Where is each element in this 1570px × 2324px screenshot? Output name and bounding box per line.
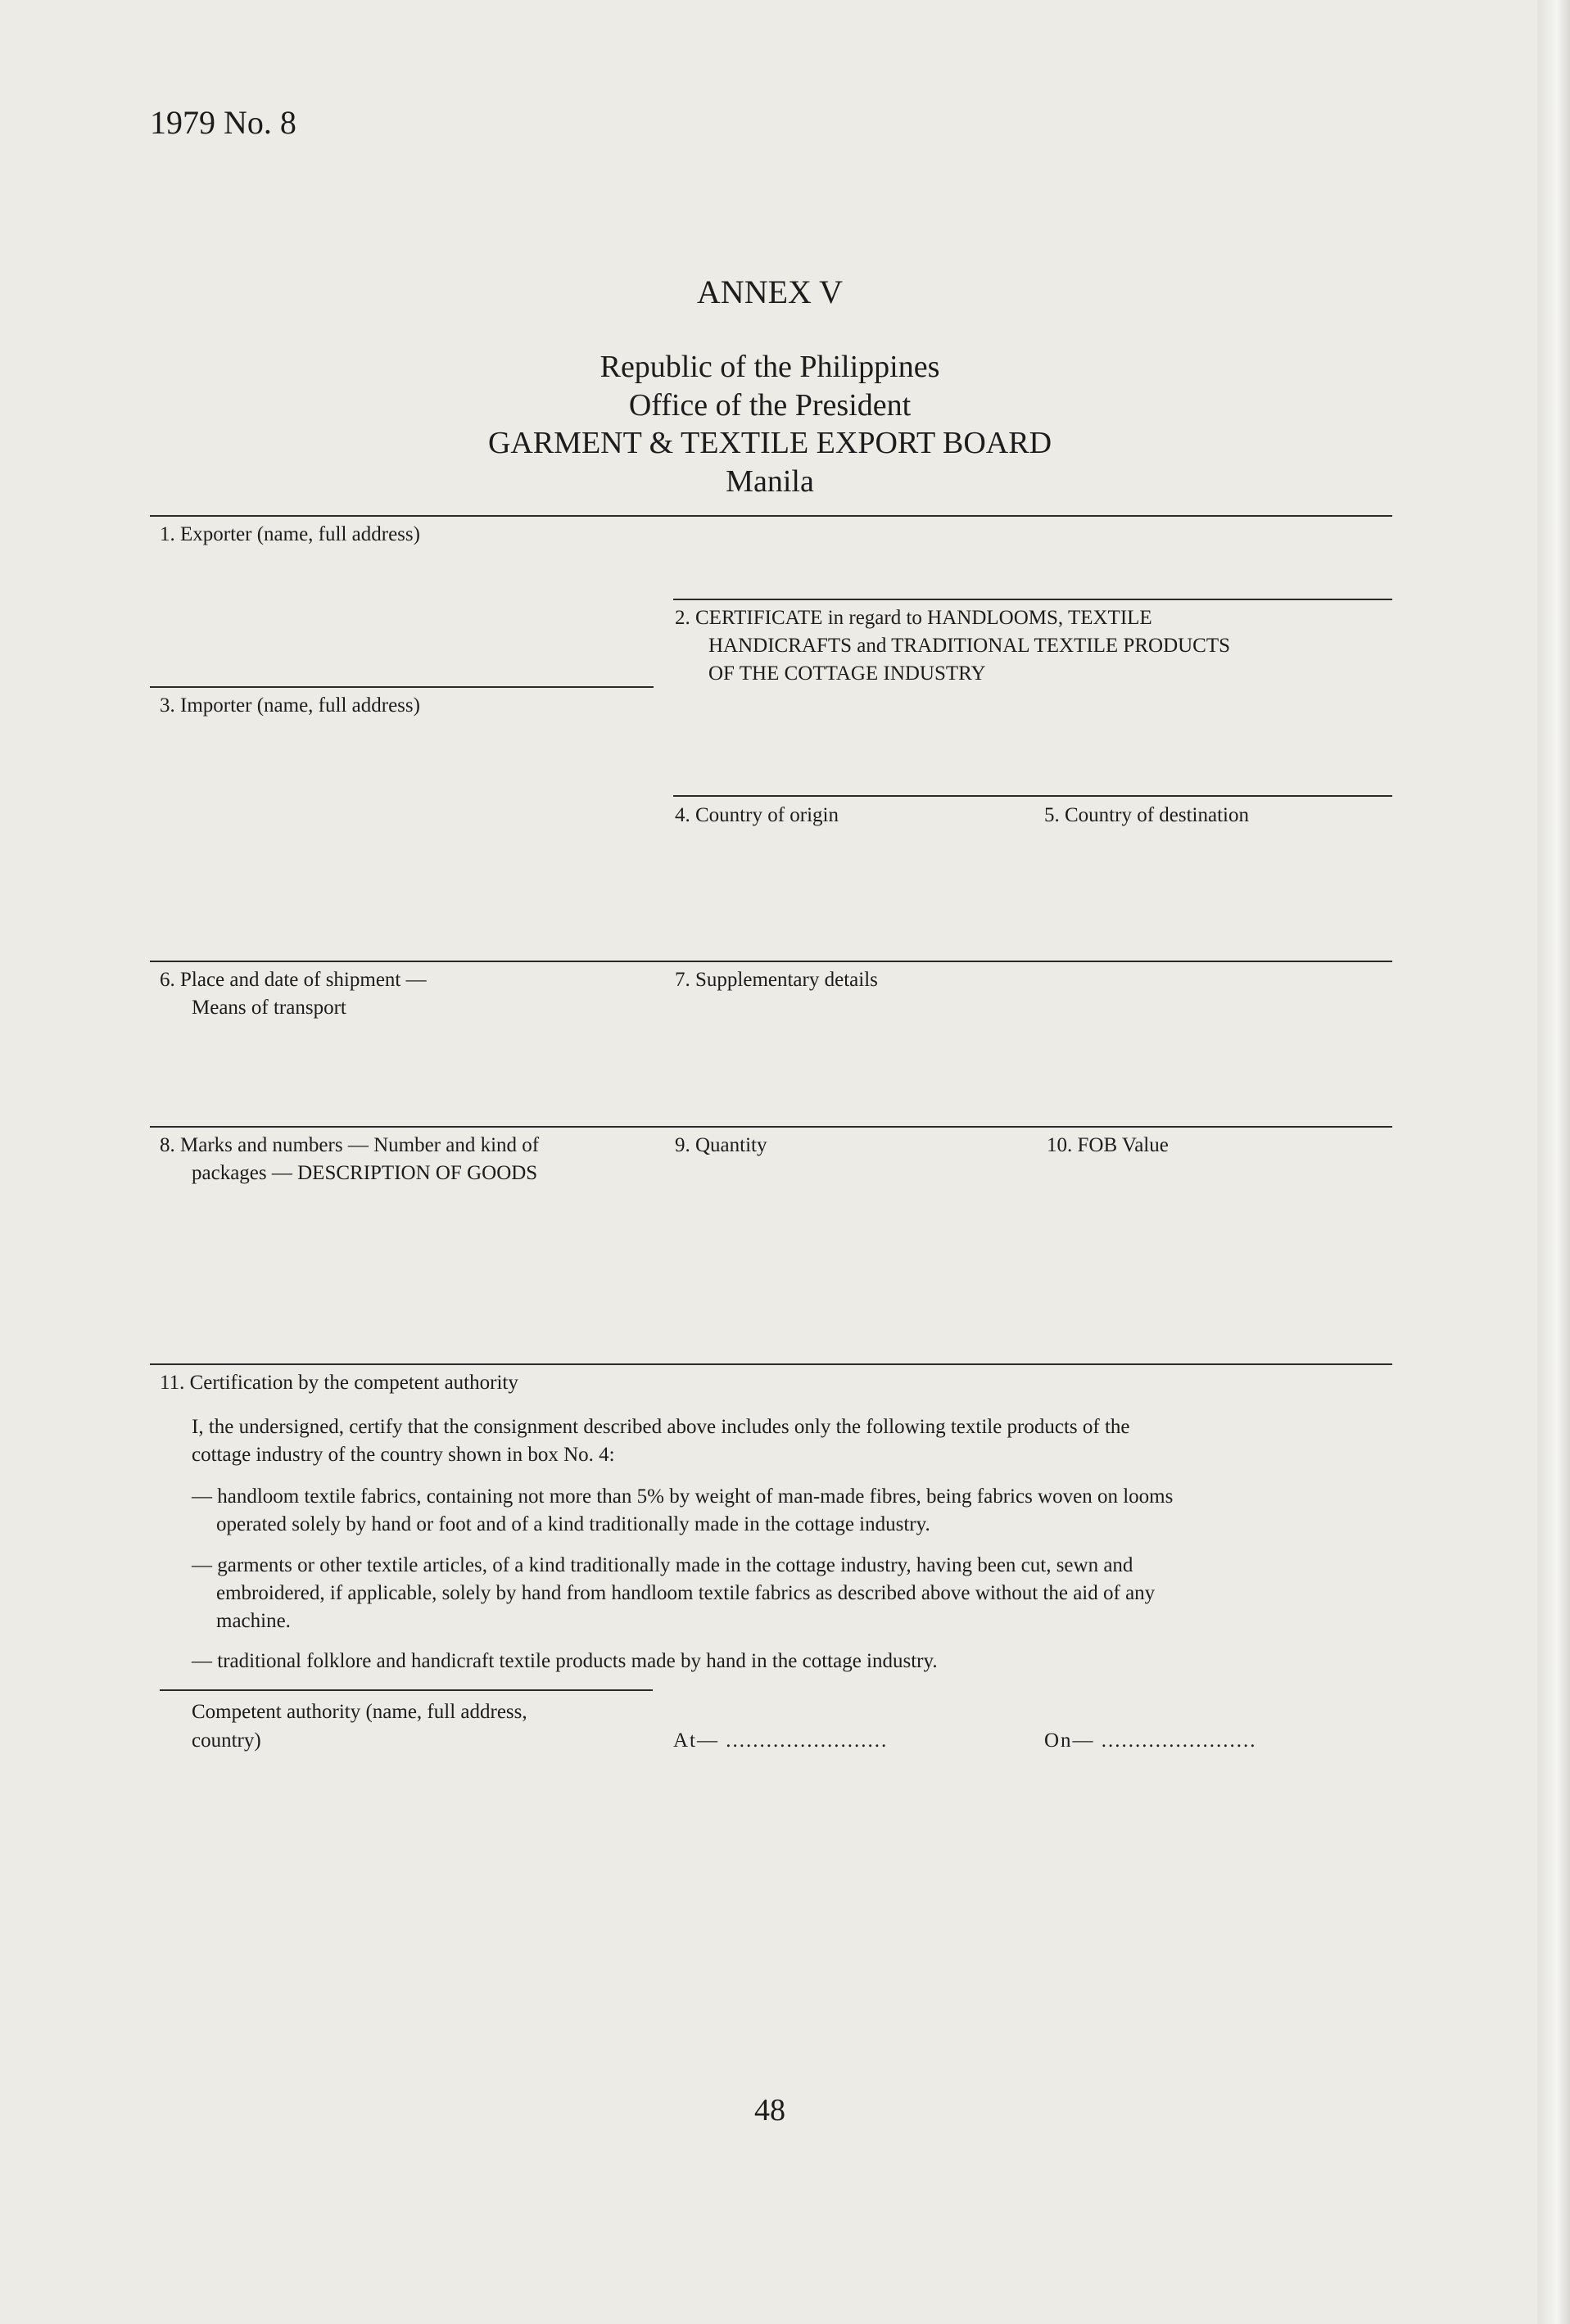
annex-title: ANNEX V xyxy=(696,274,844,310)
box-4-country-of-origin: 4. Country of origin xyxy=(675,804,839,826)
box-1-exporter: 1. Exporter (name, full address) xyxy=(160,523,420,545)
clause-line: — handloom textile fabrics, containing not more than 5% by weight of man-made fibres, being fabrics woven on looms xyxy=(192,1485,1174,1508)
box-9-quantity: 9. Quantity xyxy=(675,1134,767,1156)
issuer-office: Office of the President xyxy=(628,388,912,423)
clause-line: — traditional folklore and handicraft textile products made by hand in the cottage industry. xyxy=(192,1650,938,1672)
box-5-country-of-destination: 5. Country of destination xyxy=(1044,804,1249,826)
rule-box-4-5 xyxy=(673,795,1392,797)
certification-intro-line1: I, the undersigned, certify that the consignment described above includes only the following textile products of the xyxy=(192,1416,1130,1438)
box-8-marks-line2: packages — DESCRIPTION OF GOODS xyxy=(192,1162,538,1184)
box-2-certificate-line1: 2. CERTIFICATE in regard to HANDLOOMS, TEXTILE xyxy=(675,607,1152,629)
page-edge xyxy=(1537,0,1570,2324)
box-6-shipment-line1: 6. Place and date of shipment — xyxy=(160,969,427,991)
box-2-certificate-line2: HANDICRAFTS and TRADITIONAL TEXTILE PRODUCTS xyxy=(708,635,1231,657)
competent-authority-line2: country) xyxy=(192,1729,261,1752)
clause-line: embroidered, if applicable, solely by hand from handloom textile fabrics as described above without the aid of any xyxy=(216,1582,1156,1604)
clause-line: — garments or other textile articles, of a kind traditionally made in the cottage industry, having been cut, sewn and xyxy=(192,1554,1133,1576)
competent-authority-line1: Competent authority (name, full address, xyxy=(192,1701,527,1723)
issuer-city: Manila xyxy=(726,464,814,499)
clause-line: operated solely by hand or foot and of a kind traditionally made in the cottage industry. xyxy=(216,1513,930,1535)
header-year-number: 1979 No. 8 xyxy=(150,104,296,141)
page-number: 48 xyxy=(754,2093,785,2127)
box-8-marks-line1: 8. Marks and numbers — Number and kind of xyxy=(160,1134,540,1156)
rule-box-3 xyxy=(150,686,654,688)
rule-box-11 xyxy=(150,1363,1392,1365)
clause-line: machine. xyxy=(216,1610,291,1632)
rule-signature xyxy=(160,1689,653,1691)
box-7-supplementary-details: 7. Supplementary details xyxy=(675,969,878,991)
at-field: At— ........................ xyxy=(673,1729,889,1752)
issuer-country: Republic of the Philippines xyxy=(599,350,940,384)
box-11-certification: 11. Certification by the competent authority xyxy=(160,1372,518,1394)
box-3-importer: 3. Importer (name, full address) xyxy=(160,694,420,717)
rule-top xyxy=(150,515,1392,517)
box-10-fob-value: 10. FOB Value xyxy=(1047,1134,1169,1156)
rule-box-2 xyxy=(673,599,1392,600)
box-6-shipment-line2: Means of transport xyxy=(192,997,346,1019)
rule-box-6-7 xyxy=(150,961,1392,962)
box-2-certificate-line3: OF THE COTTAGE INDUSTRY xyxy=(708,662,986,685)
on-field: On— ....................... xyxy=(1044,1729,1257,1752)
rule-box-8-10 xyxy=(150,1126,1392,1128)
certification-intro-line2: cottage industry of the country shown in box No. 4: xyxy=(192,1444,615,1466)
issuer-board: GARMENT & TEXTILE EXPORT BOARD xyxy=(487,426,1052,460)
